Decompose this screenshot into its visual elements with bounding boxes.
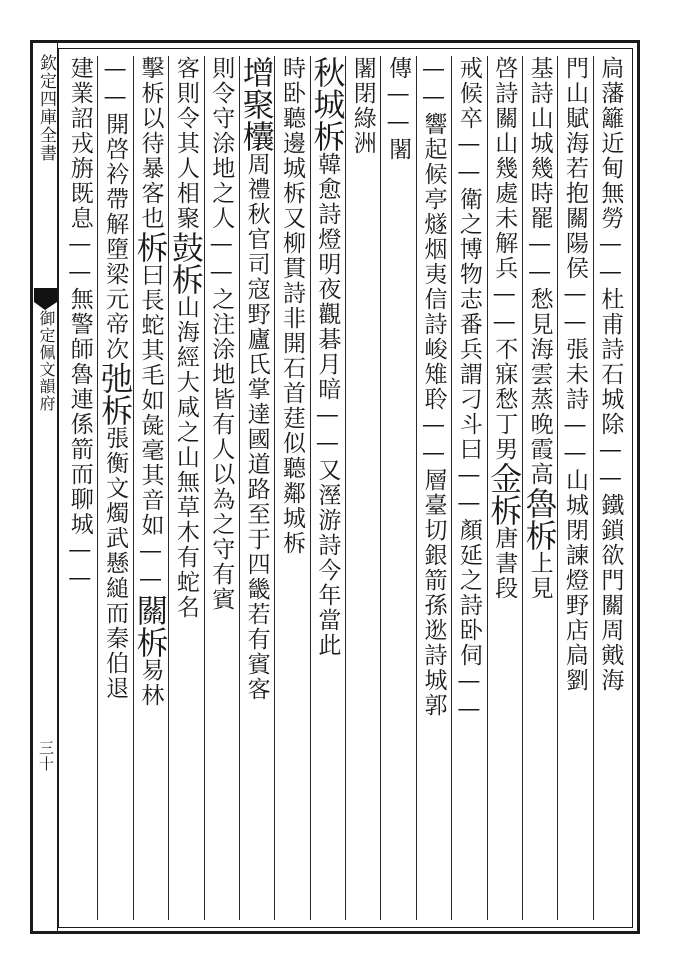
text-column [275, 56, 309, 916]
column-rule [204, 56, 205, 920]
column-text: 山海經大咸之山無草木有蛇名 [172, 295, 199, 620]
headword: 柝 [520, 519, 559, 551]
text-column [381, 56, 415, 916]
headword: 城 [308, 88, 347, 120]
column-text: 則令守涂地之人——之注涂地皆有人以為之守有賓 [208, 56, 235, 612]
headword: 鼓 [166, 231, 205, 263]
column-rule [487, 56, 488, 920]
column-text: 戒候卒——衛之博物志番兵謂刁斗曰——顏延之詩卧伺—— [455, 56, 482, 724]
page-number: 三十 [37, 740, 55, 772]
column-rule [97, 56, 98, 920]
column-text: 擊柝以待暴客也 [137, 56, 164, 231]
column-text: 張衡文燭武懸縋而秦伯退 [102, 426, 129, 701]
headword: 秋 [308, 56, 347, 88]
headword: 增 [237, 56, 276, 88]
headword: 柝 [166, 263, 205, 295]
collection-title: 欽定四庫全書 [36, 54, 56, 162]
text-column [416, 56, 450, 916]
text-column [204, 56, 238, 916]
text-column [558, 56, 592, 916]
text-column [237, 56, 276, 916]
column-text: 基詩山城幾時罷——愁見海雲蒸晚霞高 [526, 56, 553, 487]
text-column [593, 56, 627, 916]
headword: 魯 [520, 487, 559, 519]
column-rule [416, 56, 417, 920]
headword: 聚 [237, 88, 276, 120]
column-text: 易林 [137, 658, 164, 708]
column-text: 客則令其人相聚 [172, 56, 199, 231]
column-rule [168, 56, 169, 920]
column-text: 曰長蛇其毛如彘毫其音如—— [137, 263, 164, 594]
text-column [346, 56, 380, 916]
column-text: 時卧聽邊城柝又柳貫詩非開石首莛似聽鄰城柝 [278, 56, 305, 556]
text-column [485, 56, 524, 916]
column-text: ——開啓衿帶解墮梁元帝次 [102, 56, 129, 362]
headword: 柝 [96, 394, 135, 426]
column-rule [345, 56, 346, 920]
book-title: 御定佩文韻府 [37, 310, 56, 412]
headword: 柝 [131, 626, 170, 658]
column-text: 周禮秋官司寇野廬氏掌達國道路至于四畿若有賓客 [243, 152, 270, 702]
text-column [166, 56, 205, 916]
headword: 柝 [485, 494, 524, 526]
column-text: 建業詔戎旃既息——無警師魯連係箭而聊城—— [66, 56, 93, 593]
column-text: 闍閉綠洲 [349, 56, 376, 156]
text-column [308, 56, 347, 916]
column-rule [380, 56, 381, 920]
column-text: 啓詩關山幾處未解兵——不寐愁丁男 [491, 56, 518, 462]
fishtail-mark [34, 288, 57, 302]
text-column [520, 56, 559, 916]
text-column [63, 56, 97, 916]
headword: 柝 [308, 120, 347, 152]
headword: 欜 [237, 120, 276, 152]
column-text: 扃藩籬近甸無勞——杜甫詩石城除——鐵鎖欲門關周戭海 [597, 56, 624, 693]
column-text: 傳——闍 [385, 56, 412, 162]
column-text: 上見 [526, 551, 553, 601]
headword: 柝 [131, 231, 170, 263]
column-rule [593, 56, 594, 920]
column-text: 門山賦海若抱關陽侯——張未詩——山城閉諫燈野店扃劉 [561, 56, 588, 693]
headword: 金 [485, 462, 524, 494]
column-rule [310, 56, 311, 920]
column-rule [274, 56, 275, 920]
headword: 弛 [96, 362, 135, 394]
column-rule [133, 56, 134, 920]
column-rule [239, 56, 240, 920]
headword: 關 [131, 594, 170, 626]
column-rule [451, 56, 452, 920]
column-text: 韓愈詩燈明夜觀碁月暗——又溼游詩今年當此 [314, 152, 341, 658]
text-column [131, 56, 170, 916]
column-text: 唐書段 [491, 526, 518, 601]
column-text: ——響起候亭燧烟夷信詩峻雉聆——層臺切銀箭孫逖詩城郭 [420, 56, 447, 718]
text-column [452, 56, 486, 916]
text-column [96, 56, 135, 916]
